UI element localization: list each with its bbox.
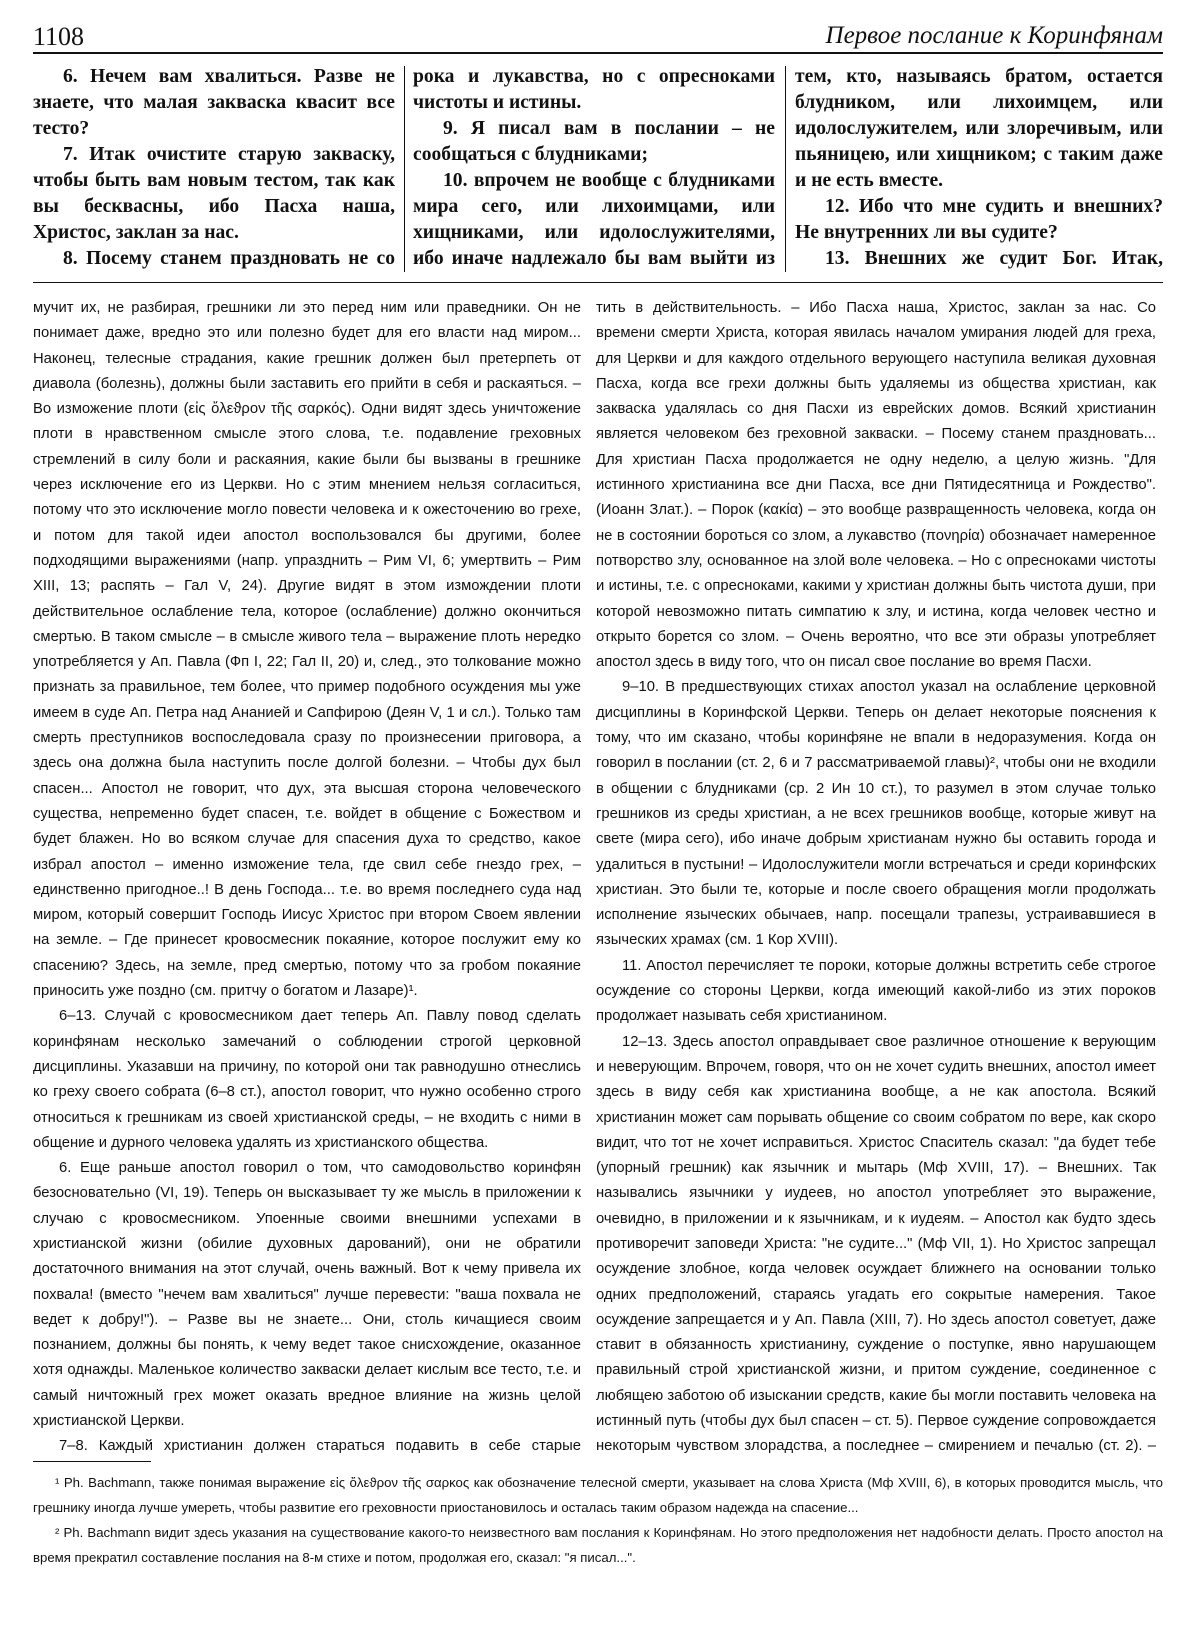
scripture-verse: 9. Я писал вам в послании – не сообщаться с блудниками; — [413, 118, 775, 165]
commentary-column-1 — [33, 296, 581, 1461]
commentary-paragraph: 11. Апостол перечисляет те пороки, которые должны встретить себе строгое осуждение со стороны Церкви, когда имеющий какой-либо из этих пороков продолжает называть себя христианином. — [596, 957, 1156, 1025]
footnote: ¹ Ph. Bachmann, также понимая выражение εἰς ὄλεϑρον τῆς σαρκος как обозначение телесной смерти, указывает на слова Христа (Мф XVIII, 6), в которых проводится мысль, что грешнику иногда лучше умереть, чтобы развитие его греховности приостановилось и осталась таким образом надежда на спасение... — [33, 1475, 1163, 1515]
scripture-column-1 — [33, 64, 395, 274]
footnote-separator — [33, 1461, 151, 1462]
commentary-paragraph: 6–13. Случай с кровосмесником дает теперь Ап. Павлу повод сделать коринфянам несколько замечаний о соблюдении строгой церковной дисциплины. Указавши на причину, по которой они так равнодушно отнеслись ко греху своего собрата (6–8 ст.), апостол говорит, что нужно особенно строго относиться к грешникам из своей христианской среды, – не входить с ними в общение и дурного человека удалять из христианского общества. — [33, 1008, 581, 1151]
scripture-verse: 13. Внешних же судит Бог. Итак, — [825, 248, 1163, 269]
scripture-column-3 — [795, 64, 1163, 274]
scripture-verse: 10. впрочем не вообще с блудниками мира сего, или лихоимцами, или хищниками, или идолослужителями, ибо иначе надлежало бы вам выйти из — [413, 170, 775, 269]
commentary-paragraph: 9–10. В предшествующих стихах апостол указал на ослабление церковной дисциплины в Коринфской Церкви. Теперь он делает некоторые пояснения к тому, что им сказано, чтобы коринфяне не впали в недоразумения. Когда он говорил в послании (ст. 2, 6 и 7 рассматриваемой главы)², чтобы они не входили в общении с блудниками (ср. 2 Ин 10 ст.), то разумел в этом случае только грешников из среды христиан, а не всех грешников вообще, которые живут на свете (мира сего), ибо иначе добрым христианам нужно бы оставить города и удалиться в пустыни! – Идолослужители могли встречаться и среди коринфских христиан. Это были те, которые и после своего обращения могли продолжать исполнение языческих обычаев, напр. посещали трапезы, устраивавшиеся в языческих храмах (см. 1 Кор XVIII). — [596, 679, 1156, 949]
commentary-paragraph: 6. Еще раньше апостол говорил о том, что самодовольство коринфян безосновательно (VI, 19). Теперь он высказывает ту же мысль в приложении к случаю с кровосмесником. Упоенные своими внешними успехами в христианской жизни (обилие духовных дарований), они не обратили достаточного внимания на этот случай, очень важный. Вот к чему привела их похвала! (вместо "нечем вам хвалиться" лучше перевести: "ваша похвала не ведет к добру!"). – Разве вы не знаете... Они, столь кичащиеся своим познанием, должны бы понять, к чему ведет такое снисхождение, оказанное хотя однажды. Маленькое количество закваски делает кислым все тесто, т.е. и самый ничтожный грех может оказать вредное влияние на жизнь целой христианской Церкви. — [33, 1160, 581, 1430]
scripture-block — [33, 64, 1163, 283]
commentary-column-2 — [596, 296, 1156, 1461]
commentary-paragraph: 12–13. Здесь апостол оправдывает свое различное отношение к верующим и неверующим. Впрочем, говоря, что он не хочет судить внешних, апостол имеет здесь в виду себя как христианина вообще, а не как апостола. Всякий христианин может сам порывать общение со своим собратом по вере, как скоро видит, что тот не хочет исправиться. Христос Спаситель сказал: "да будет тебе (упорный грешник) как язычник и мытарь (Мф XVIII, 17). – Внешних. Так назывались язычники у иудеев, но апостол употребляет это выражение, очевидно, в приложении и к язычникам, и к иудеям. – Апостол как будто здесь противоречит заповеди Христа: "не судите..." (Мф VII, 1). Но Христос запрещал осуждение злобное, когда человек осуждает ближнего на основании только одних предположений, стараясь угадать его сокрытые намерения. Такое осуждение запрещается и у Ап. Павла (XIII, 7). Но здесь апостол советует, даже ставит в обязанность христианину, суждение о поступке, явно нарушающем правильный строй христианской жизни, и притом суждение, соединенное с любящею заботою об изыскании средств, какие бы могли поставить человека на истинный путь (чтобы дух был спасен – ст. 5). Первое суждение сопровождается некоторым чувством злорадства, а последнее – смирением и печалью (ст. 2). – — [596, 1033, 1156, 1455]
footnote: ² Ph. Bachmann видит здесь указания на существование какого-то неизвестного вам послания к Коринфянам. Но этого предположения нет надобности делать. Просто апостол на время прекратил составление послания на 8-м стихе и потом, продолжая его, сказал: "я писал...". — [33, 1525, 1163, 1565]
scripture-verse: 7. Итак очистите старую закваску, чтобы быть вам новым тестом, так как вы бесквасны, ибо Пасха наша, Христос, заклан за нас. — [33, 144, 395, 243]
scripture-verse: 8. Посему станем праздновать не со — [63, 248, 395, 269]
commentary-paragraph: мучит их, не разбирая, грешники ли это перед ним или праведники. Он не понимает даже, вредно это или полезно будет для его власти над миром... Наконец, телесные страдания, какие грешник должен был претерпеть от диавола (болезнь), должны были заставить его прийти в себя и раскаяться. – Во изможение плоти (εἰς ὄλεϑρον τῆς σαρκός). Одни видят здесь уничтожение плоти в нравственном смысле этого слова, т.е. подавление греховных стремлений в силу боли и раскаяния, какие были бы вызваны в грешнике через исключение его из Церкви. Но с этим мнением нельзя согласиться, потому что это исключение могло повести человека и к ожесточению во грехе, и потом для такой идеи апостол воспользовался бы другими, более подходящими выражениями (напр. упразднить – Рим VI, 6; умертвить – Рим XIII, 13; распять – Гал V, 24). Другие видят в этом измождении плоти действительное ослабление тела, которое (ослабление) должно окончиться смертью. В таком смысле – в смысле живого тела – выражение плоть нередко употребляется у Ап. Павла (Фп I, 22; Гал II, 20) и, след., это толкование можно признать за правильное, тем более, что пример подобного осуждения мы уже имеем в суде Ап. Петра над Ананией и Сапфирою (Деян V, 1 и сл.). Только там смерть преступников воспоследовала сразу по произнесении приговора, а здесь она должна была наступить после долгой болезни. – Чтобы дух был спасен... Апостол не говорит, что дух, эта высшая сторона человеческого существа, непременно будет спасен, т.е. войдет в общение с Божеством и будет блажен. Но во всяком случае для спасения духа то средство, какое избрал апостол – именно изможение тела, где свил себе гнездо грех, – единственно пригодное..! В день Господа... т.е. во время последнего суда над миром, который совершит Господь Иисус Христос при втором Своем явлении на земле. – Где принесет кровосмесник покаяние, которое послужит ему ко спасению? Здесь, на земле, пред смертью, потому что за гробом покаяние приносить уже поздно (см. притчу о богатом и Лазаре)¹. — [33, 300, 581, 1000]
running-title: Первое послание к Коринфянам — [825, 22, 1163, 49]
scripture-verse: рока и лукавства, но с опресноками чистоты и истины. — [413, 66, 775, 113]
scripture-verse: 6. Нечем вам хвалиться. Разве не знаете, что малая закваска квасит все тесто? — [33, 66, 395, 139]
footnotes — [33, 1470, 1163, 1570]
commentary-paragraph: тить в действительность. – Ибо Пасха наша, Христос, заклан за нас. Со времени смерти Христа, которая явилась началом умирания людей для греха, для Церкви и для каждого отдельного верующего наступила великая духовная Пасха, когда все грехи должны быть удаляемы из общества христиан, как закваска удалялась со дня Пасхи из еврейских домов. Всякий христианин является человеком без греховной закваски. – Посему станем праздновать... Для христиан Пасха продолжается не одну неделю, а целую жизнь. "Для истинного христианина все дни Пасха, все дни Пятидесятница и Рождество". (Иоанн Злат.). – Порок (κακία) – это вообще развращенность человека, когда он не в состоянии бороться со злом, а лукавство (πονηρία) обозначает намеренное потворство злу, основанное на злой воле человека. – Но с опресноками чистоты и истины, т.е. с опресноками, какими у христиан должны быть чистота души, при которой невозможно питать симпатию к злу, и истина, когда человек честно и открыто борется со злом. – Очень вероятно, что все эти образы употребляет апостол здесь в виду того, что он писал свое послание во время Пасхи. — [596, 300, 1156, 671]
page-header — [33, 18, 1163, 54]
scripture-verse: тем, кто, называясь братом, остается блудником, или лихоимцем, или идолослужителем, или злоречивым, или пьяницею, или хищником; с таким даже и не есть вместе. — [795, 66, 1163, 191]
column-divider — [785, 66, 786, 272]
commentary-paragraph: 7–8. Каждый христианин должен стараться подавить в себе старые — [59, 1438, 581, 1455]
scripture-verse: 12. Ибо что мне судить и внешних? Не внутренних ли вы судите? — [795, 196, 1163, 243]
scripture-column-2 — [413, 64, 775, 274]
page-number: 1108 — [33, 22, 85, 51]
column-divider — [404, 66, 405, 272]
